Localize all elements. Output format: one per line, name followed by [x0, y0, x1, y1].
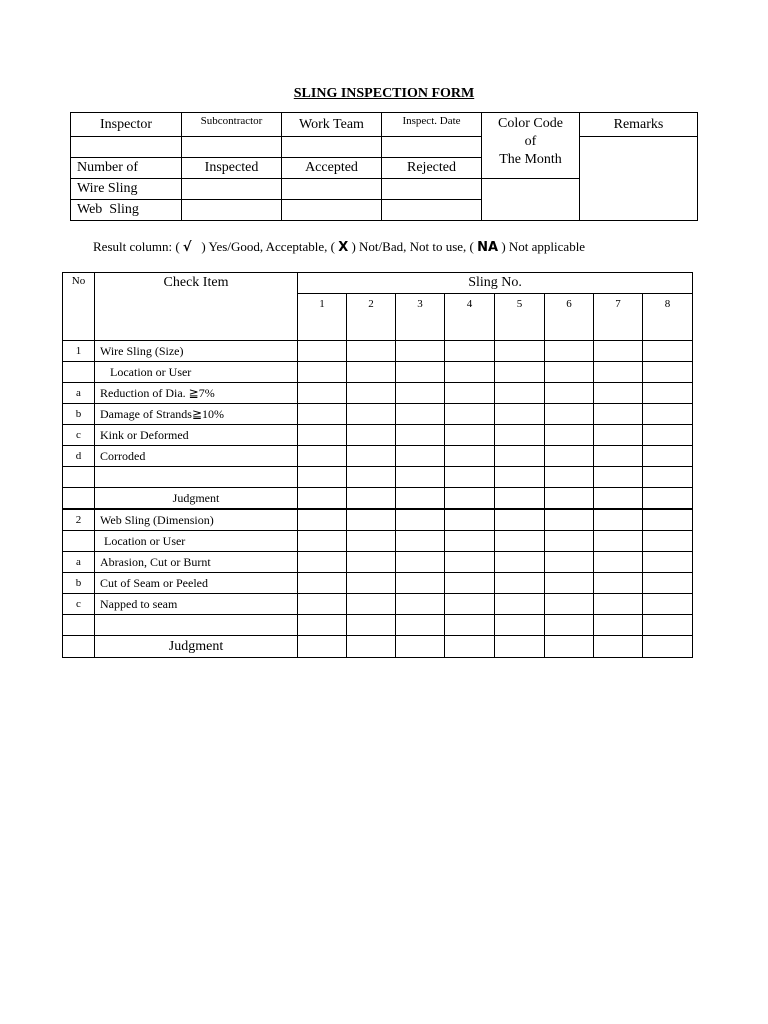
result-cell[interactable]: [594, 341, 643, 362]
result-cell[interactable]: [643, 362, 693, 383]
check-item-label: Damage of Strands≧10%: [95, 404, 298, 425]
result-cell[interactable]: [298, 341, 347, 362]
result-cell[interactable]: [594, 488, 643, 510]
result-cell[interactable]: [396, 446, 445, 467]
result-cell[interactable]: [594, 615, 643, 636]
result-cell[interactable]: [445, 383, 495, 404]
result-cell[interactable]: [445, 615, 495, 636]
result-cell[interactable]: [396, 509, 445, 531]
row-number: [63, 488, 95, 510]
table-row: [63, 573, 693, 594]
col-sling-no-header: Sling No.: [298, 273, 693, 294]
result-cell[interactable]: [495, 594, 545, 615]
result-cell[interactable]: [396, 615, 445, 636]
remarks-label: Remarks: [580, 113, 698, 137]
result-cell[interactable]: [643, 552, 693, 573]
result-cell[interactable]: [298, 531, 347, 552]
result-cell[interactable]: [545, 467, 594, 488]
result-cell[interactable]: [298, 636, 347, 658]
result-cell[interactable]: [396, 488, 445, 510]
check-mark-icon: √: [182, 240, 192, 255]
result-cell[interactable]: [347, 404, 396, 425]
wire-sling-label: Wire Sling: [71, 179, 182, 200]
table-row: [63, 383, 693, 404]
result-cell[interactable]: [643, 383, 693, 404]
result-cell[interactable]: [643, 594, 693, 615]
result-cell[interactable]: [495, 509, 545, 531]
result-cell[interactable]: [594, 509, 643, 531]
result-cell[interactable]: [594, 531, 643, 552]
result-cell[interactable]: [347, 467, 396, 488]
result-cell[interactable]: [594, 425, 643, 446]
sling-number-header: 4: [445, 294, 495, 341]
result-cell[interactable]: [298, 488, 347, 510]
form-title: SLING INSPECTION FORM: [293, 86, 475, 101]
result-cell[interactable]: [643, 531, 693, 552]
result-cell[interactable]: [594, 446, 643, 467]
rejected-label: Rejected: [382, 158, 482, 179]
check-item-label: [95, 467, 298, 488]
table-row: [63, 362, 693, 383]
result-cell[interactable]: [495, 404, 545, 425]
sling-number-header: 1: [298, 294, 347, 341]
result-cell[interactable]: [545, 531, 594, 552]
result-cell[interactable]: [396, 383, 445, 404]
result-cell[interactable]: [643, 488, 693, 510]
work-team-field[interactable]: [282, 137, 382, 158]
result-cell[interactable]: [445, 552, 495, 573]
table-row: [63, 467, 693, 488]
result-cell[interactable]: [298, 383, 347, 404]
result-cell[interactable]: [396, 573, 445, 594]
result-cell[interactable]: [445, 488, 495, 510]
result-cell[interactable]: [347, 552, 396, 573]
check-item-label: Kink or Deformed: [95, 425, 298, 446]
result-cell[interactable]: [545, 446, 594, 467]
table-row: [63, 341, 693, 362]
result-cell[interactable]: [594, 636, 643, 658]
row-number: c: [63, 425, 95, 446]
result-cell[interactable]: [347, 573, 396, 594]
result-cell[interactable]: [445, 362, 495, 383]
result-cell[interactable]: [594, 362, 643, 383]
check-item-label: Napped to seam: [95, 594, 298, 615]
result-cell[interactable]: [545, 362, 594, 383]
result-cell[interactable]: [396, 425, 445, 446]
wire-rejected-field[interactable]: [382, 179, 482, 200]
result-cell[interactable]: [545, 341, 594, 362]
web-accepted-field[interactable]: [282, 200, 382, 221]
result-cell[interactable]: [347, 488, 396, 510]
result-cell[interactable]: [545, 383, 594, 404]
result-cell[interactable]: [643, 615, 693, 636]
row-number: d: [63, 446, 95, 467]
sling-number-header: 7: [594, 294, 643, 341]
result-cell[interactable]: [298, 425, 347, 446]
result-cell[interactable]: [347, 341, 396, 362]
result-cell[interactable]: [495, 552, 545, 573]
result-cell[interactable]: [495, 383, 545, 404]
inspect-date-label: Inspect. Date: [382, 113, 482, 137]
result-cell[interactable]: [396, 362, 445, 383]
result-cell[interactable]: [643, 341, 693, 362]
result-cell[interactable]: [495, 341, 545, 362]
result-cell[interactable]: [495, 615, 545, 636]
result-cell[interactable]: [298, 404, 347, 425]
judgment-label: Judgment: [95, 636, 298, 658]
result-cell[interactable]: [495, 488, 545, 510]
result-cell[interactable]: [594, 594, 643, 615]
work-team-label: Work Team: [282, 113, 382, 137]
web-rejected-field[interactable]: [382, 200, 482, 221]
result-cell[interactable]: [445, 594, 495, 615]
color-code-field[interactable]: [482, 179, 580, 221]
table-row: [63, 488, 693, 510]
check-item-label: [95, 615, 298, 636]
result-cell[interactable]: [545, 615, 594, 636]
result-cell[interactable]: [594, 573, 643, 594]
sling-number-header: 5: [495, 294, 545, 341]
result-cell[interactable]: [545, 488, 594, 510]
check-table: [62, 272, 693, 658]
na-mark: NA: [477, 240, 499, 255]
table-row: [63, 425, 693, 446]
check-item-label: Corroded: [95, 446, 298, 467]
remarks-field[interactable]: [580, 137, 698, 221]
result-cell[interactable]: [545, 425, 594, 446]
check-item-label: Abrasion, Cut or Burnt: [95, 552, 298, 573]
result-cell[interactable]: [347, 383, 396, 404]
result-cell[interactable]: [495, 573, 545, 594]
x-mark-icon: X: [338, 240, 349, 255]
result-cell[interactable]: [396, 594, 445, 615]
check-item-label: Cut of Seam or Peeled: [95, 573, 298, 594]
row-number: [63, 636, 95, 658]
result-cell[interactable]: [347, 362, 396, 383]
result-cell[interactable]: [495, 446, 545, 467]
web-inspected-field[interactable]: [182, 200, 282, 221]
result-cell[interactable]: [396, 636, 445, 658]
subcontractor-label: Subcontractor: [182, 113, 282, 137]
result-cell[interactable]: [298, 594, 347, 615]
subcontractor-field[interactable]: [182, 137, 282, 158]
result-cell[interactable]: [347, 509, 396, 531]
result-cell[interactable]: [545, 573, 594, 594]
result-cell[interactable]: [396, 404, 445, 425]
result-cell[interactable]: [396, 467, 445, 488]
check-item-label: Location or User: [95, 531, 298, 552]
result-cell[interactable]: [643, 636, 693, 658]
result-cell[interactable]: [347, 446, 396, 467]
row-number: b: [63, 573, 95, 594]
row-number: 1: [63, 341, 95, 362]
col-check-item-header: Check Item: [95, 273, 298, 341]
result-cell[interactable]: [643, 509, 693, 531]
number-of-label: Number of: [71, 158, 182, 179]
result-cell[interactable]: [594, 404, 643, 425]
result-cell[interactable]: [545, 636, 594, 658]
result-cell[interactable]: [545, 594, 594, 615]
result-cell[interactable]: [643, 404, 693, 425]
result-cell[interactable]: [445, 531, 495, 552]
result-cell[interactable]: [396, 341, 445, 362]
result-cell[interactable]: [347, 615, 396, 636]
table-row: [63, 594, 693, 615]
result-cell[interactable]: [445, 509, 495, 531]
result-cell[interactable]: [298, 467, 347, 488]
table-row: [63, 509, 693, 531]
result-cell[interactable]: [347, 531, 396, 552]
result-cell[interactable]: [495, 425, 545, 446]
result-cell[interactable]: [643, 446, 693, 467]
result-legend: Result column: ( √ ) Yes/Good, Acceptable, ( X ) Not/Bad, Not to use, ( NA ) Not applicable: [93, 239, 586, 255]
accepted-label: Accepted: [282, 158, 382, 179]
row-number: [63, 531, 95, 552]
inspector-field[interactable]: [71, 137, 182, 158]
row-number: a: [63, 383, 95, 404]
result-cell[interactable]: [445, 404, 495, 425]
check-item-label: Reduction of Dia. ≧7%: [95, 383, 298, 404]
row-number: c: [63, 594, 95, 615]
result-cell[interactable]: [643, 467, 693, 488]
result-cell[interactable]: [495, 636, 545, 658]
check-item-label: Wire Sling (Size): [95, 341, 298, 362]
col-no-header: No: [63, 273, 95, 341]
row-number: [63, 467, 95, 488]
result-cell[interactable]: [445, 341, 495, 362]
sling-number-header: 6: [545, 294, 594, 341]
result-cell[interactable]: [445, 573, 495, 594]
table-row: [63, 531, 693, 552]
result-cell[interactable]: [643, 573, 693, 594]
sling-number-header: 2: [347, 294, 396, 341]
table-row: [63, 446, 693, 467]
result-cell[interactable]: [396, 552, 445, 573]
row-number: [63, 362, 95, 383]
result-cell[interactable]: [545, 404, 594, 425]
row-number: b: [63, 404, 95, 425]
sling-number-header: 8: [643, 294, 693, 341]
result-cell[interactable]: [347, 636, 396, 658]
result-cell[interactable]: [594, 552, 643, 573]
header-table: [70, 112, 698, 221]
table-row: [63, 404, 693, 425]
inspected-label: Inspected: [182, 158, 282, 179]
result-cell[interactable]: [298, 446, 347, 467]
result-cell[interactable]: [594, 383, 643, 404]
table-row: [63, 636, 693, 658]
table-row: [63, 552, 693, 573]
result-cell[interactable]: [298, 615, 347, 636]
result-cell[interactable]: [298, 509, 347, 531]
color-code-label: Color Code of The Month: [482, 113, 580, 179]
web-sling-label: Web Sling: [71, 200, 182, 221]
table-row: [63, 615, 693, 636]
result-cell[interactable]: [445, 467, 495, 488]
row-number: 2: [63, 509, 95, 531]
sling-number-header: 3: [396, 294, 445, 341]
result-cell[interactable]: [445, 425, 495, 446]
check-item-label: Location or User: [95, 362, 298, 383]
result-cell[interactable]: [495, 531, 545, 552]
result-cell[interactable]: [495, 467, 545, 488]
check-item-label: Web Sling (Dimension): [95, 509, 298, 531]
judgment-label: Judgment: [95, 488, 298, 510]
result-cell[interactable]: [396, 531, 445, 552]
result-cell[interactable]: [643, 425, 693, 446]
wire-inspected-field[interactable]: [182, 179, 282, 200]
inspect-date-field[interactable]: [382, 137, 482, 158]
result-cell[interactable]: [495, 362, 545, 383]
inspector-label: Inspector: [71, 113, 182, 137]
wire-accepted-field[interactable]: [282, 179, 382, 200]
result-cell[interactable]: [545, 552, 594, 573]
result-cell[interactable]: [445, 446, 495, 467]
result-cell[interactable]: [298, 573, 347, 594]
result-cell[interactable]: [545, 509, 594, 531]
row-number: [63, 615, 95, 636]
result-cell[interactable]: [298, 552, 347, 573]
result-cell[interactable]: [298, 362, 347, 383]
result-cell[interactable]: [347, 594, 396, 615]
result-cell[interactable]: [594, 467, 643, 488]
result-cell[interactable]: [445, 636, 495, 658]
row-number: a: [63, 552, 95, 573]
result-cell[interactable]: [347, 425, 396, 446]
